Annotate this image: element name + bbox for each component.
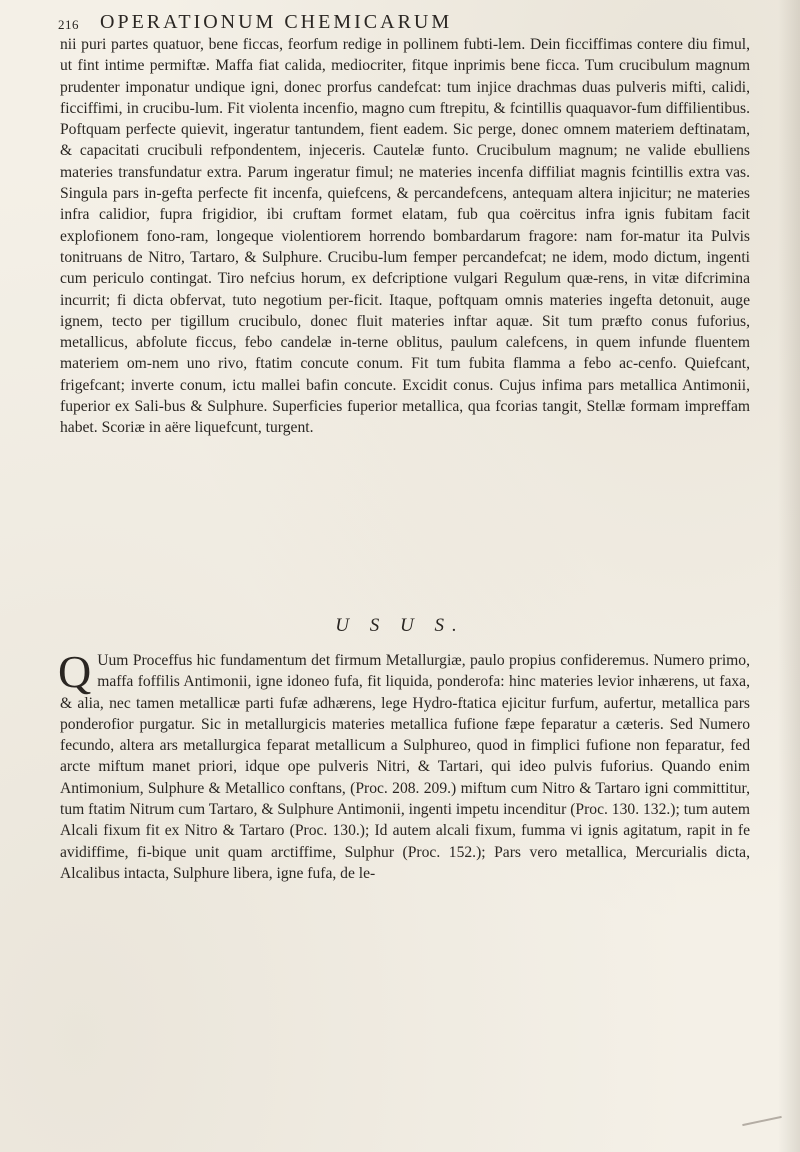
drop-cap: Q: [58, 646, 92, 697]
usus-paragraph-text: Uum Proceffus hic fundamentum det firmum Metallurgiæ, paulo propius confideremus. Numero primo, maffa foffilis Antimonii, igne idoneo fufa, fit liquida, ponderofa: hinc materies levior inhærens, ut faxa, & alia, nec tamen metallicæ parti fufæ adhærens, lege Hydro-ftatica ejicitur furfum, aufertur, metallica pars ponderofior purgatur. Sic in metallurgicis materies metallica fufione fæpe feparatur a cæteris. Sed Numero fecundo, altera ars metallurgica feparat metallicum a Sulphureo, quod in fimplici fufione non feparatur, fed arcte miftum manet priori, idque ope pulveris Nitri, & Tartari, qui ideo pulvis fuforius. Quando enim Antimonium, Sulphure & Metallico conftans, (Proc. 208. 209.) miftum cum Nitro & Tartaro igni committitur, tum ftatim Nitrum cum Tartaro, & Sulphure Antimonii, ingenti impetu incenditur (Proc. 130. 132.); tum autem Alcali fixum fit ex Nitro & Tartaro (Proc. 130.); Id autem alcali fixum, fumma vi ignis agitatum, rapit in fe avidiffime, fi-bique unit quam arctiffime, Sulphur (Proc. 152.); Pars vero metallica, Mercurialis dicta, Alcalibus intacta, Sulphure libera, igne fufa, de le-: [60, 652, 750, 882]
usus-paragraph: [58, 646, 750, 884]
section-heading: U S U S.: [335, 615, 465, 636]
page-number: 216: [58, 17, 79, 32]
page-header: [58, 7, 758, 35]
running-head: OPERATIONUM CHEMICARUM: [100, 11, 453, 33]
ink-mark: [742, 1116, 782, 1126]
page-edge-shadow: [778, 0, 800, 1152]
process-paragraph: nii puri partes quatuor, bene ficcas, feorfum redige in pollinem fubti-lem. Dein ficciffimas contere diu fimul, ut fint intime permiftæ. Maffa fiat calida, mediocriter, fitque inprimis bene ficca. Tum crucibulum magnum prudenter imponatur undique igni, donec prorfus candefcat: tum injice drachmas duas pulveris mifti, calidi, ficciffimi, in crucibu-lum. Fit violenta incenfio, magno cum ftrepitu, & fcintillis quaquavor-fum diffilientibus. Poftquam perfecte quievit, ingeratur tantundem, fient eadem. Sic perge, donec omnem materiem deftinatam, & capacitati crucibuli refpondentem, injeceris. Cautelæ funto. Crucibulum magnum; ne valide ebulliens materies transfundatur extra. Parum ingeratur fimul; ne materies incenfa diffiliat magnis fcintillis extra vas. Singula pars in-gefta perfecte fit incenfa, quiefcens, & percandefcens, antequam altera injicitur; ne materies infra calidior, fupra frigidior, ibi cruftam formet elatam, fub qua coërcitus infra ignis fubitam facit explofionem fono-ram, longeque violentiorem horrendo bombardarum fragore: nam for-matur ita Pulvis tonitruans de Nitro, Tartaro, & Sulphure. Crucibu-lum femper percandefcat; ne idem, modo dictum, ingenti cum periculo contingat. Tiro nefcius horum, ex defcriptione vulgari Regulum quæ-rens, in vitæ difcrimina incurrit; fi dicta obfervat, tuto negotium per-ficit. Itaque, poftquam omnis materies ingefta detonuit, auge ignem, tecto per tigillum crucibulo, donec fluit materies inftar aquæ. Sit tum præfto conus fuforius, metallicus, abfolute ficcus, febo candelæ in-terne oblitus, paulum calefcens, in quem infunde fluentem materiem om-nem uno rivo, ftatim concute conum. Fit tum fubita flamma a febo ac-cenfo. Quiefcant, frigefcant; inverte conum, ictu mallei bafin concute. Excidit conus. Cujus infima pars metallica Antimonii, fuperior ex Sali-bus & Sulphure. Superficies fuperior metallica, qua fcorias tangit, Stellæ formam impreffam habet. Scoriæ in aëre liquefcunt, turgent.: [60, 36, 750, 437]
